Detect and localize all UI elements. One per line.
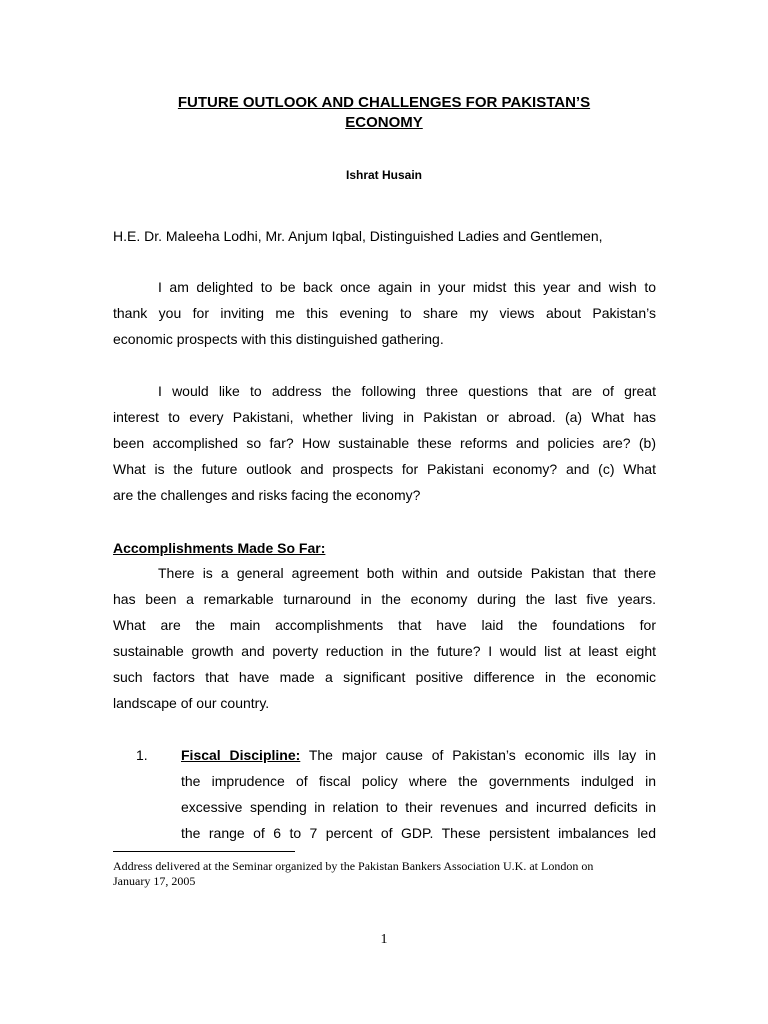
document-title [112,93,656,133]
paragraph-intro [113,274,656,352]
paragraph-line: sustainable growth and poverty reduction in the future? I would list at least eight [113,643,656,659]
section-heading: Accomplishments Made So Far: [113,540,326,556]
title-line-2: ECONOMY [345,114,423,131]
paragraph-line: What is the future outlook and prospects for Pakistani economy? and (c) What [113,461,656,477]
author-name: Ishrat Husain [345,168,423,182]
list-item-line: the range of 6 to 7 percent of GDP. These persistent imbalances led [181,825,656,841]
paragraph-line: has been a remarkable turnaround in the economy during the last five years. [113,591,656,607]
paragraph-line: economic prospects with this distinguished gathering. [113,331,444,347]
paragraph-accomplishments [113,560,656,716]
footnote-line-2: January 17, 2005 [113,874,196,888]
paragraph-line: I am delighted to be back once again in your midst this year and wish to [158,279,656,295]
salutation [113,223,656,249]
list-item-line: the imprudence of fiscal policy where the governments indulged in [181,773,656,789]
paragraph-line: are the challenges and risks facing the economy? [113,487,421,503]
paragraph-line: What are the main accomplishments that have laid the foundations for [113,617,656,633]
paragraph-line: been accomplished so far? How sustainable these reforms and policies are? (b) [113,435,656,451]
paragraph-line: thank you for inviting me this evening to share my views about Pakistan’s [113,305,656,321]
list-item-first-line [181,742,656,768]
list-item-line: excessive spending in relation to their revenues and incurred deficits in [181,799,656,815]
footnote [113,859,673,889]
list-item-body [181,742,656,846]
title-line-1: FUTURE OUTLOOK AND CHALLENGES FOR PAKISTAN’S [177,94,591,111]
paragraph-line: such factors that have made a significant positive difference in the economic [113,669,656,685]
paragraph-questions [113,378,656,508]
paragraph-line: I would like to address the following three questions that are of great [158,383,656,399]
paragraph-line: landscape of our country. [113,695,270,711]
footnote-divider [113,851,295,852]
footnote-line-1: Address delivered at the Seminar organized by the Pakistan Bankers Association U.K. at London on [113,859,594,873]
list-item-number: 1. [136,747,148,763]
salutation-text: H.E. Dr. Maleeha Lodhi, Mr. Anjum Iqbal, Distinguished Ladies and Gentlemen, [113,228,603,244]
paragraph-line: interest to every Pakistani, whether living in Pakistan or abroad. (a) What has [113,409,656,425]
paragraph-line: There is a general agreement both within and outside Pakistan that there [158,565,656,581]
page-number: 1 [380,932,388,947]
list-item-label: Fiscal Discipline: [181,747,301,763]
list-item-first-line-text: The major cause of Pakistan’s economic ills lay in [300,747,657,763]
